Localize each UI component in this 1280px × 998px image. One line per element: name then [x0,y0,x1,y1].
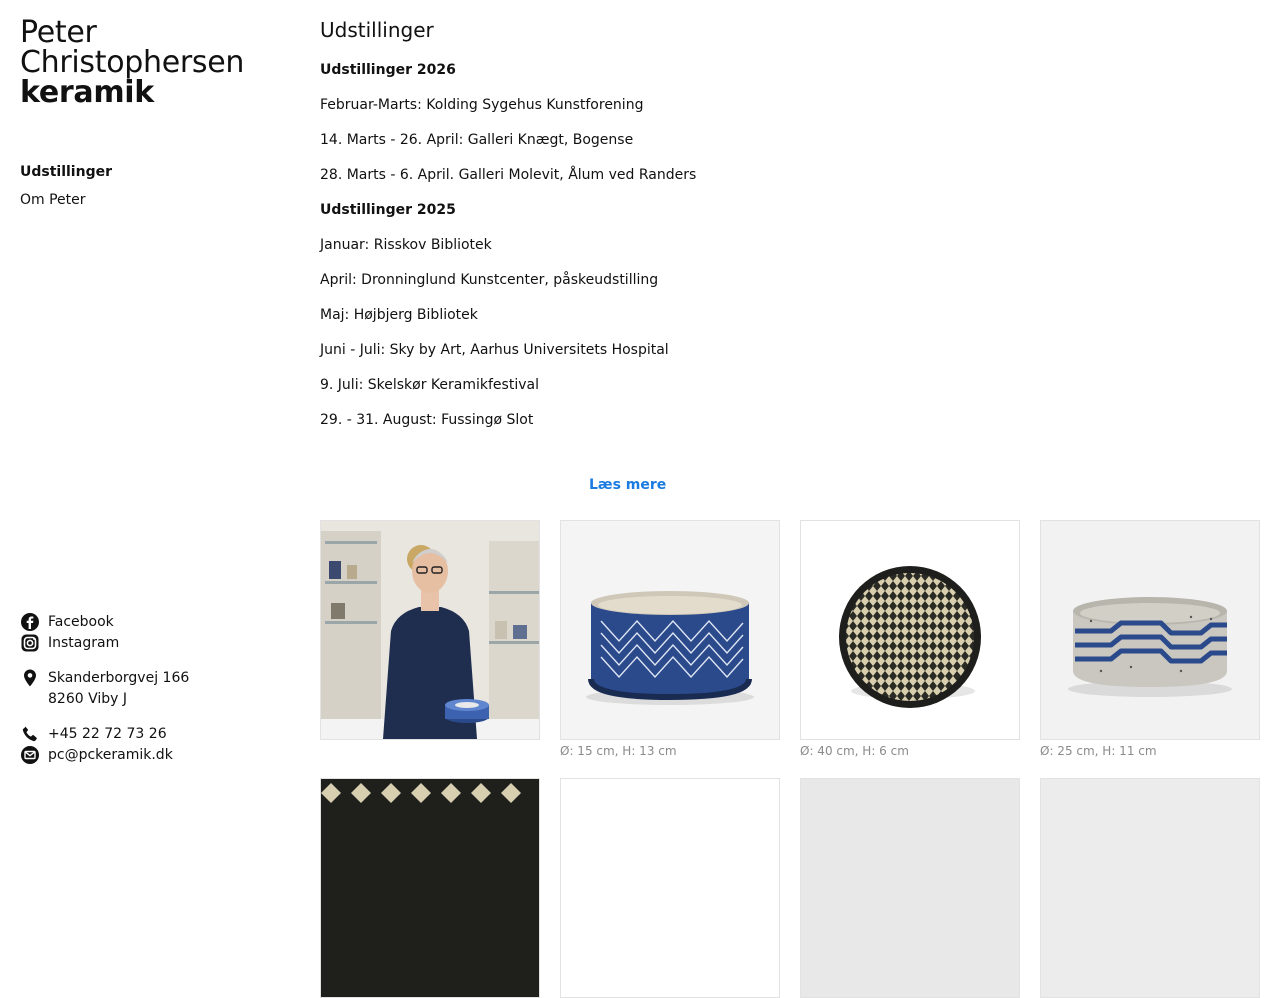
phone-link[interactable] [20,724,189,745]
artist-photo [320,520,540,740]
email-icon [20,745,40,765]
exhibition-entry: 9. Juli: Skelskør Keramikfestival [320,377,539,393]
facebook-icon [20,612,40,632]
gallery-item[interactable] [320,778,540,998]
product-image [800,778,1020,998]
logo-keramik: keramik [20,75,154,110]
exhibition-entry: 14. Marts - 26. April: Galleri Knægt, Bogense [320,132,634,148]
gallery-item[interactable] [800,778,1020,998]
product-caption: Ø: 15 cm, H: 13 cm [560,744,677,758]
exhibitions-list [320,60,696,445]
gallery-item[interactable] [560,778,780,998]
gallery-item-bowl-blue[interactable] [560,520,780,758]
instagram-label: Instagram [48,635,120,651]
product-caption: Ø: 25 cm, H: 11 cm [1040,744,1157,758]
site-logo[interactable] [20,15,245,110]
gallery-item[interactable] [1040,778,1260,998]
product-image [560,520,780,740]
instagram-link[interactable] [20,633,189,654]
product-caption: Ø: 40 cm, H: 6 cm [800,744,909,758]
email-link[interactable] [20,745,189,766]
logo-last-name: Christophersen [20,45,245,80]
exhibition-entry: 29. - 31. August: Fussingø Slot [320,412,534,428]
exhibition-entry: Juni - Juli: Sky by Art, Aarhus Universitets Hospital [320,342,669,358]
main-nav [20,158,112,214]
location-pin-icon [20,668,40,688]
address-street: Skanderborgvej 166 [48,670,190,686]
gallery-item-bowl-grey[interactable] [1040,520,1260,758]
exhibition-entry: Januar: Risskov Bibliotek [320,237,492,253]
exhibition-entry: April: Dronninglund Kunstcenter, påskeudstilling [320,272,659,288]
gallery-item-plate[interactable] [800,520,1020,758]
phone-number: +45 22 72 73 26 [48,726,167,742]
exhibition-entry: Maj: Højbjerg Bibliotek [320,307,478,323]
address [20,668,189,710]
address-city: 8260 Viby J [48,691,127,707]
phone-icon [20,724,40,744]
contact-info [20,612,189,766]
exhibitions-year-heading: Udstillinger 2025 [320,202,456,218]
gallery-item-portrait[interactable] [320,520,540,740]
page-title: Udstillinger [320,18,434,42]
main-content [320,0,1260,800]
product-image [800,520,1020,740]
facebook-label: Facebook [48,614,114,630]
product-image [320,778,540,998]
facebook-link[interactable] [20,612,189,633]
nav-item-udstillinger[interactable]: Udstillinger [20,164,112,180]
sidebar [0,0,290,800]
logo-first-name: Peter [20,15,97,50]
product-image [560,778,780,998]
instagram-icon [20,633,40,653]
exhibition-entry: 28. Marts - 6. April. Galleri Molevit, Ålum ved Randers [320,167,697,183]
product-image [1040,778,1260,998]
email-address: pc@pckeramik.dk [48,747,173,763]
exhibitions-year-heading: Udstillinger 2026 [320,62,456,78]
product-image [1040,520,1260,740]
read-more-link[interactable]: Læs mere [589,477,667,493]
nav-item-om-peter[interactable]: Om Peter [20,192,86,208]
exhibition-entry: Februar-Marts: Kolding Sygehus Kunstforening [320,97,644,113]
